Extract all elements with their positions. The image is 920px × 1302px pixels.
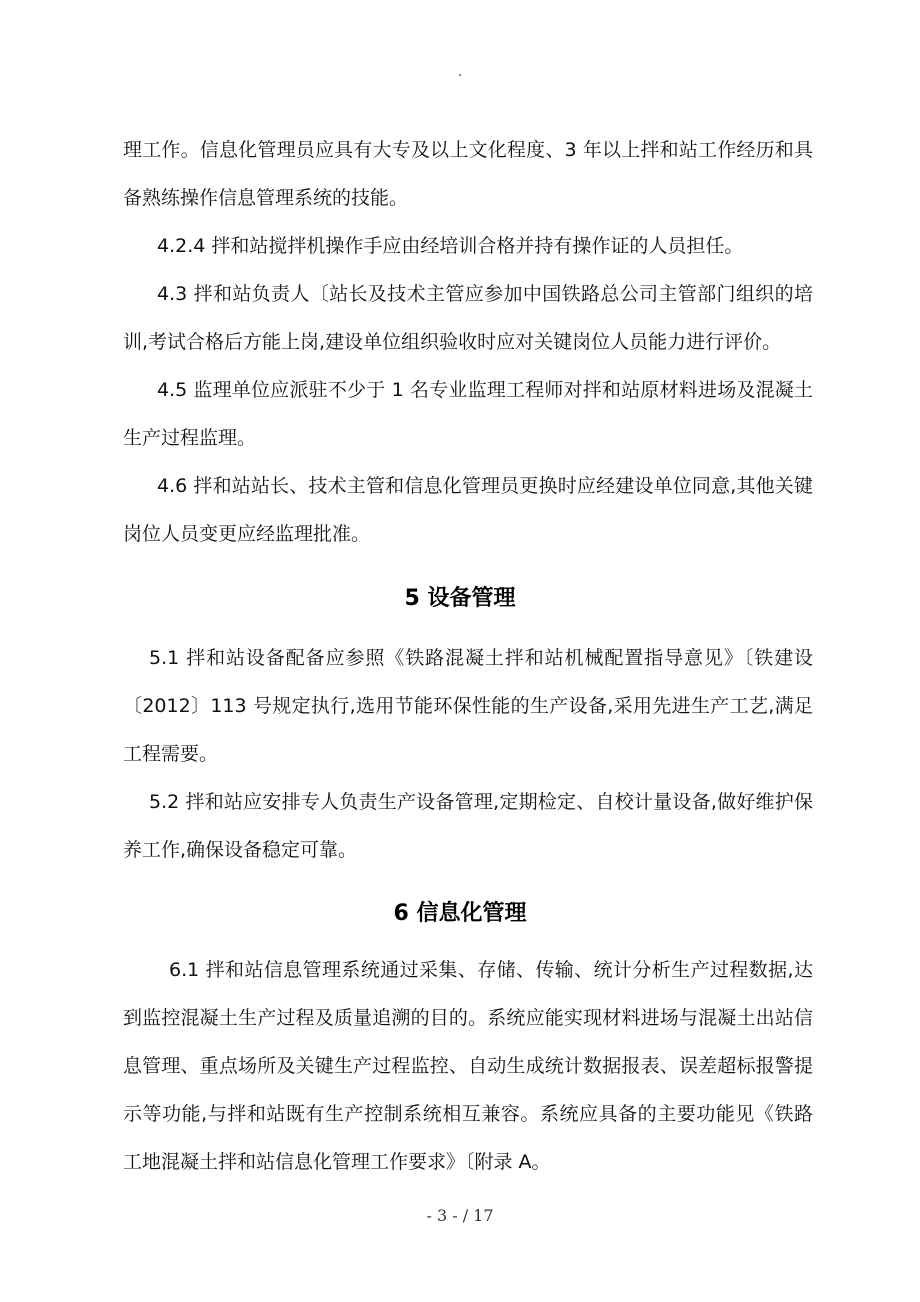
section-heading-5: 5 设备管理 bbox=[404, 586, 516, 611]
paragraph-6-1: 6.1 拌和站信息管理系统通过采集、存储、传输、统计分析生产过程数据,达到监控混凝土生产过程及质量追溯的目的。系统应能实现材料进场与混凝土出站信息管理、重点场所及关键生产过程监控、自动生成统计数据报表、误差超标报警提示等功能,与拌和站既有生产控制系统相互兼容。系统应具备的主要功能见《铁路工地混凝土拌和站信息化管理工作要求》〔附录 A。 bbox=[123, 959, 813, 1173]
paragraph-4-6: 4.6 拌和站站长、技术主管和信息化管理员更换时应经建设单位同意,其他关键岗位人员变更应经监理批准。 bbox=[123, 475, 813, 545]
page-number: - 3 - / 17 bbox=[426, 1206, 494, 1225]
header-dot: . bbox=[458, 64, 463, 80]
paragraph-5-2: 5.2 拌和站应安排专人负责生产设备管理,定期检定、自校计量设备,做好维护保养工作,确保设备稳定可靠。 bbox=[123, 791, 813, 861]
section-heading-6: 6 信息化管理 bbox=[393, 901, 527, 926]
paragraph-4-2-3-cont: 理工作。信息化管理员应具有大专及以上文化程度、3 年以上拌和站工作经历和具备熟练操作信息管理系统的技能。 bbox=[123, 139, 813, 209]
paragraph-4-5: 4.5 监理单位应派驻不少于 1 名专业监理工程师对拌和站原材料进场及混凝土生产过程监理。 bbox=[123, 379, 813, 449]
paragraph-5-1: 5.1 拌和站设备配备应参照《铁路混凝土拌和站机械配置指导意见》〔铁建设〔2012〕113 号规定执行,选用节能环保性能的生产设备,采用先进生产工艺,满足工程需要。 bbox=[123, 647, 813, 765]
paragraph-4-2-4: 4.2.4 拌和站搅拌机操作手应由经培训合格并持有操作证的人员担任。 bbox=[157, 235, 744, 257]
paragraph-4-3: 4.3 拌和站负责人〔站长及技术主管应参加中国铁路总公司主管部门组织的培训,考试合格后方能上岗,建设单位组织验收时应对关键岗位人员能力进行评价。 bbox=[123, 283, 813, 353]
